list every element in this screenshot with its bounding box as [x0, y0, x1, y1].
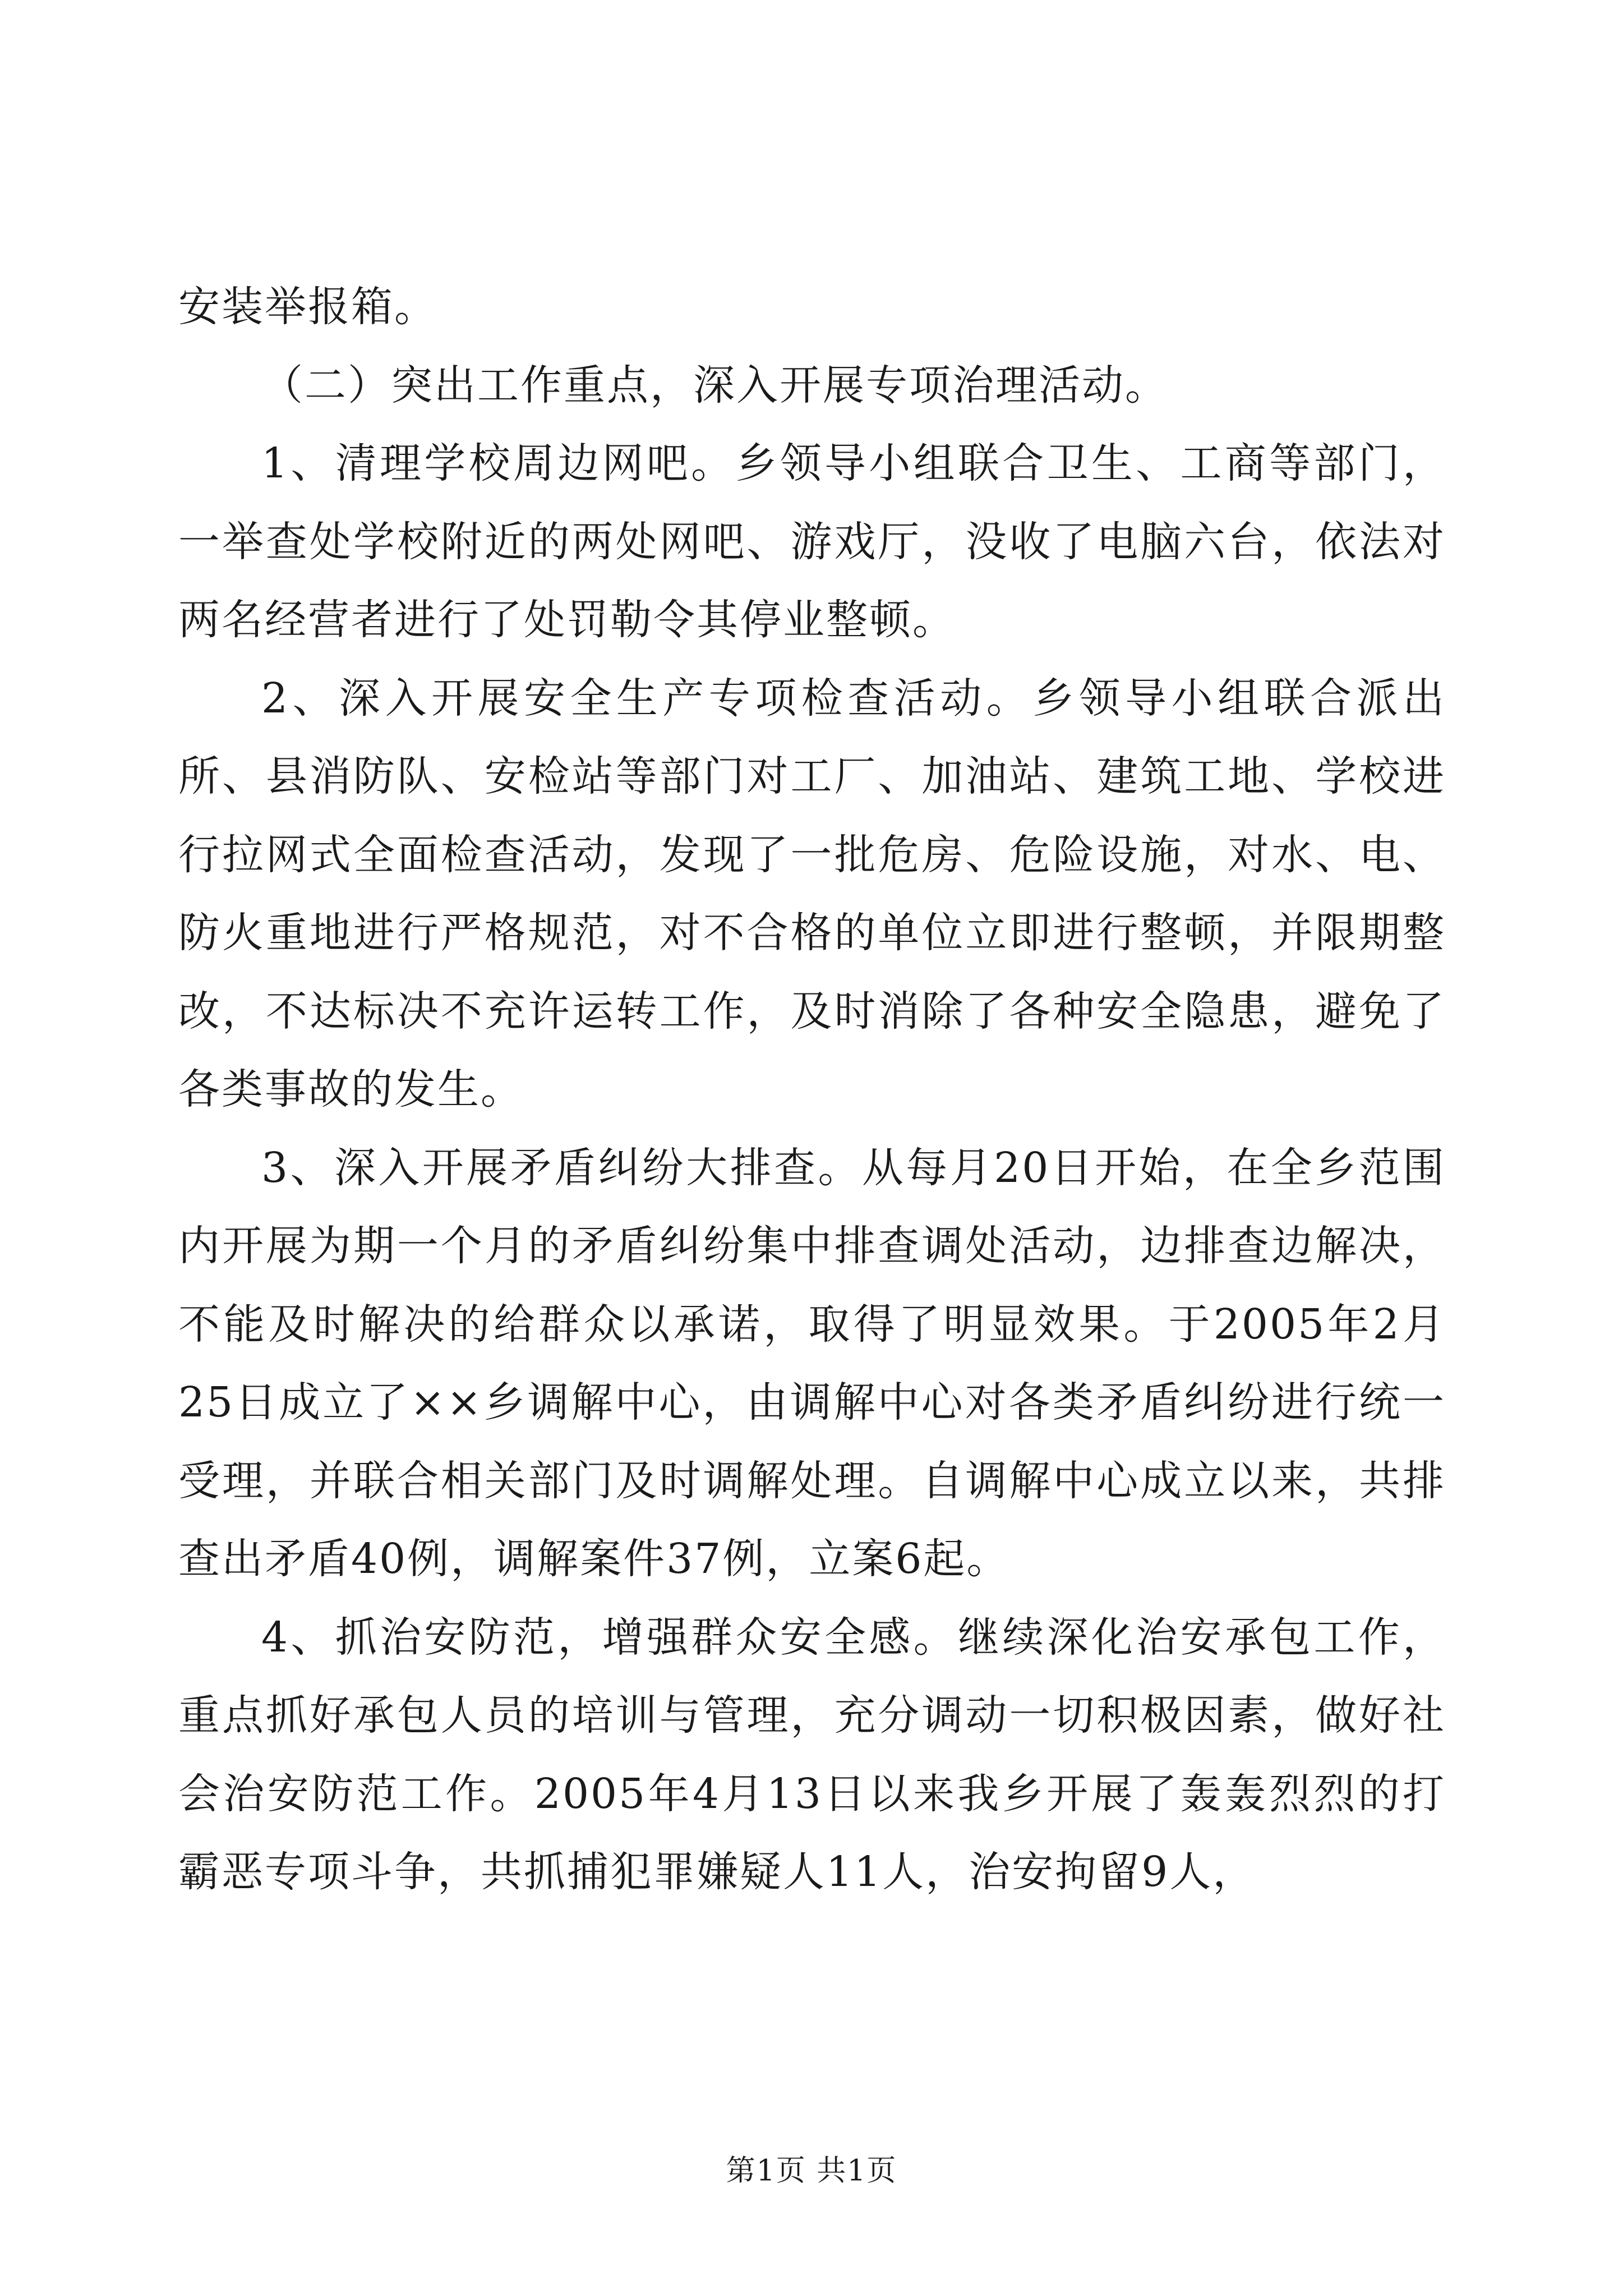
document-body — [178, 268, 1446, 1912]
paragraph-item-2: 2、深入开展安全生产专项检查活动。乡领导小组联合派出所、县消防队、安检站等部门对工厂、加油站、建筑工地、学校进行拉网式全面检查活动，发现了一批危房、危险设施，对水、电、防火重地进行严格规范，对不合格的单位立即进行整顿，并限期整改，不达标决不充许运转工作，及时消除了各种安全隐患，避免了各类事故的发生。 — [178, 674, 1446, 1114]
paragraph-item-1: 1、清理学校周边网吧。乡领导小组联合卫生、工商等部门，一举查处学校附近的两处网吧、游戏厅，没收了电脑六台，依法对两名经营者进行了处罚勒令其停业整顿。 — [178, 439, 1446, 644]
page-footer: 第1页 共1页 — [726, 2154, 897, 2188]
paragraph-item-4: 4、抓治安防范，增强群众安全感。继续深化治安承包工作，重点抓好承包人员的培训与管理，充分调动一切积极因素，做好社会治安防范工作。2005年4月13日以来我乡开展了轰轰烈烈的打霸恶专项斗争，共抓捕犯罪嫌疑人11人，治安拘留9人， — [178, 1613, 1446, 1896]
section-heading: （二）突出工作重点，深入开展专项治理活动。 — [261, 361, 1168, 409]
paragraph-continuation: 安装举报箱。 — [178, 283, 437, 331]
paragraph-item-3: 3、深入开展矛盾纠纷大排查。从每月20日开始，在全乡范围内开展为期一个月的矛盾纠纷集中排查调处活动，边排查边解决，不能及时解决的给群众以承诺，取得了明显效果。于2005年2月25日成立了××乡调解中心，由调解中心对各类矛盾纠纷进行统一受理，并联合相关部门及时调解处理。自调解中心成立以来，共排查出矛盾40例，调解案件37例，立案6起。 — [178, 1143, 1446, 1583]
